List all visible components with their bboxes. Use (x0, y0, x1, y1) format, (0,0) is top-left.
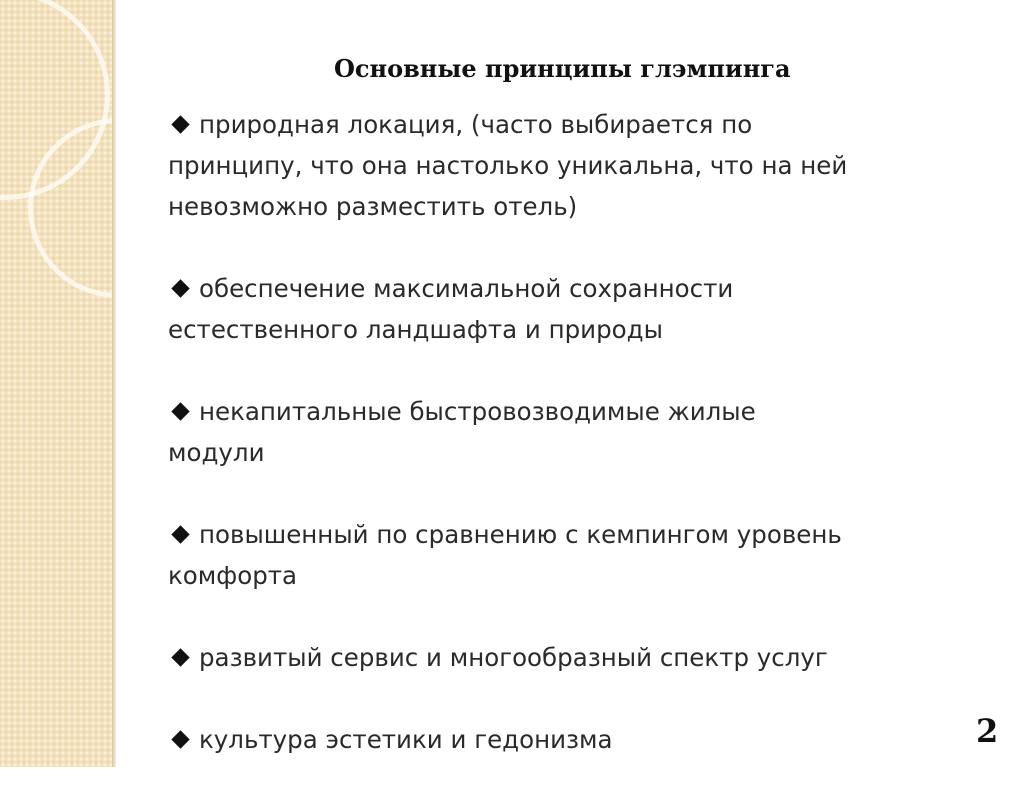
decorative-side-panel (0, 0, 112, 767)
bullet-item (168, 514, 968, 596)
bullet-text: комфорта (168, 561, 298, 590)
diamond-bullet-icon (171, 402, 189, 420)
bullet-text: природная локация, (часто выбирается по (199, 110, 753, 139)
diamond-bullet-icon (171, 648, 189, 666)
slide-title: Основные принципы глэмпинга (334, 54, 791, 83)
bullet-text: повышенный по сравнению с кемпингом уровень (199, 520, 842, 549)
bullet-text: некапитальные быстровозводимые жилые (199, 397, 756, 426)
bullet-text: естественного ландшафта и природы (168, 315, 663, 344)
diamond-bullet-icon (171, 279, 189, 297)
bullet-item (168, 719, 968, 760)
bullet-item (168, 391, 968, 473)
diamond-bullet-icon (171, 115, 189, 133)
diamond-bullet-icon (171, 730, 189, 748)
bullet-text: модули (168, 438, 265, 467)
diamond-bullet-icon (171, 525, 189, 543)
bullet-text: принципу, что она настолько уникальна, что на ней (168, 151, 848, 180)
panel-edge (112, 0, 116, 767)
bullet-text: развитый сервис и многообразный спектр услуг (199, 643, 828, 672)
bullet-item (168, 104, 968, 227)
bullet-text: обеспечение максимальной сохранности (199, 274, 734, 303)
bullet-text: невозможно разместить отель) (168, 192, 578, 221)
principles-list (168, 104, 968, 801)
bullet-item (168, 637, 968, 678)
bullet-text: культура эстетики и гедонизма (199, 725, 613, 754)
bullet-item (168, 268, 968, 350)
page-number: 2 (976, 712, 999, 750)
